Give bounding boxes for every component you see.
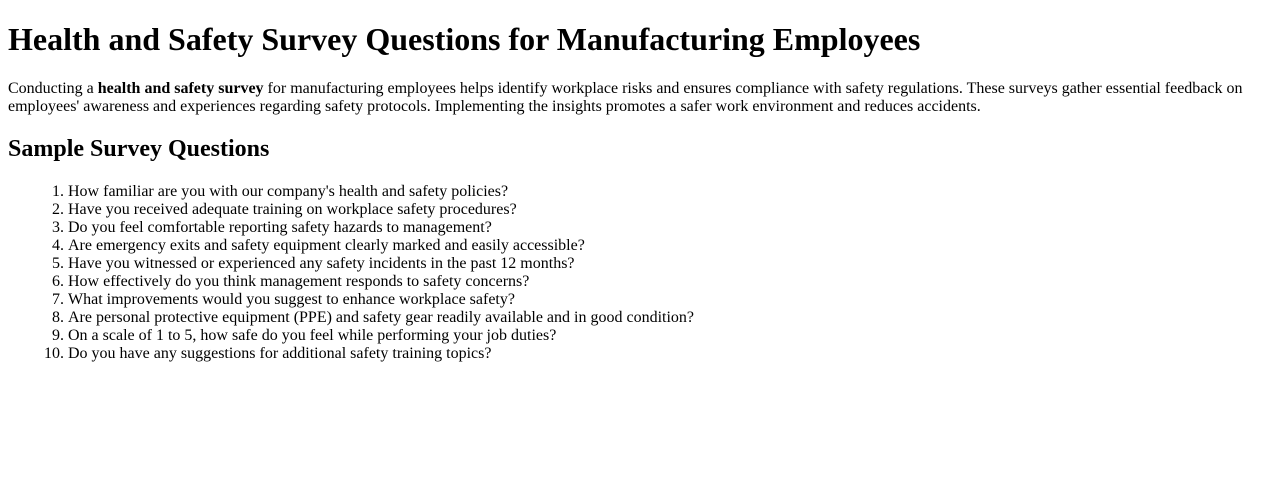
intro-text-after: for manufacturing employees helps identify workplace risks and ensures compliance with safety regulations. These surveys gather essential feedback on employees' awareness and experiences regarding safety protocols. Implementing the insights promotes a safer work environment and reduces accidents.	[8, 79, 1243, 115]
question-item: 1. How familiar are you with our company's health and safety policies?	[68, 183, 1270, 201]
question-item: 2. Have you received adequate training on workplace safety procedures?	[68, 201, 1270, 219]
intro-bold-term: health and safety survey	[97, 79, 264, 97]
questions-list	[8, 183, 1270, 363]
page-title: Health and Safety Survey Questions for Manufacturing Employees	[8, 21, 921, 58]
question-item: 9. On a scale of 1 to 5, how safe do you feel while performing your job duties?	[68, 327, 1270, 345]
question-item: 6. How effectively do you think management responds to safety concerns?	[68, 273, 1270, 291]
question-item: 7. What improvements would you suggest to enhance workplace safety?	[68, 291, 1270, 309]
intro-paragraph	[8, 80, 1270, 116]
question-item: 10. Do you have any suggestions for additional safety training topics?	[68, 345, 1270, 363]
section-heading: Sample Survey Questions	[8, 135, 270, 162]
question-item: 8. Are personal protective equipment (PPE) and safety gear readily available and in good condition?	[68, 309, 1270, 327]
question-item: 4. Are emergency exits and safety equipment clearly marked and easily accessible?	[68, 237, 1270, 255]
question-item: 3. Do you feel comfortable reporting safety hazards to management?	[68, 219, 1270, 237]
intro-text-before: Conducting a	[8, 79, 98, 97]
question-item: 5. Have you witnessed or experienced any safety incidents in the past 12 months?	[68, 255, 1270, 273]
